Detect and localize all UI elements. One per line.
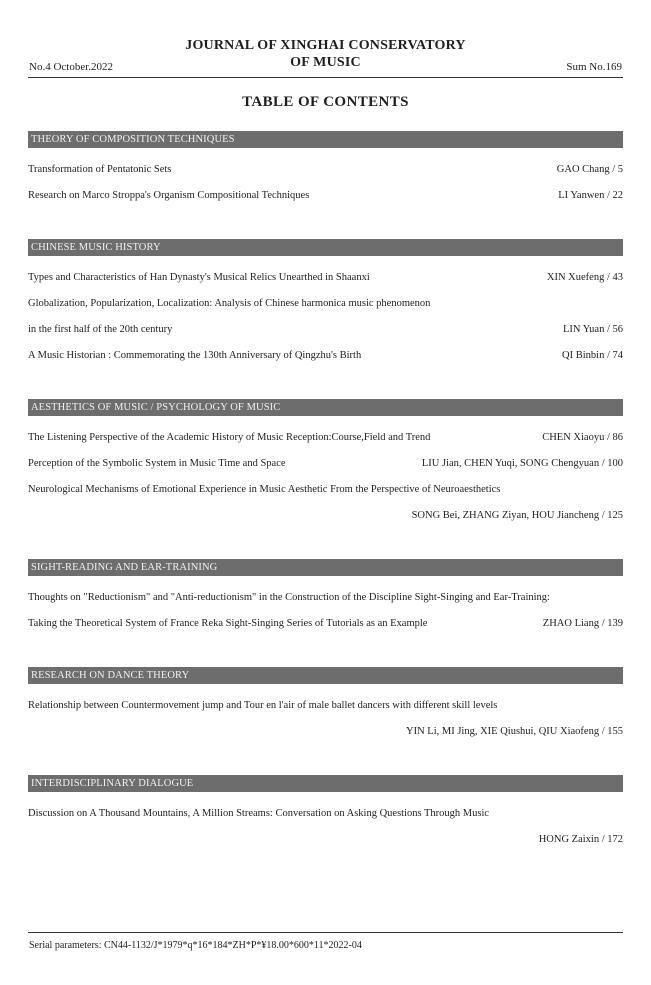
entry-title: Neurological Mechanisms of Emotional Experience in Music Aesthetic From the Perspective of Neuroaesthetics bbox=[28, 484, 501, 495]
toc-entry[interactable] bbox=[28, 321, 623, 338]
toc-entry[interactable] bbox=[28, 455, 623, 472]
toc-section bbox=[28, 775, 623, 848]
entry-author-page: LIN Yuan / 56 bbox=[563, 324, 623, 335]
section-heading: INTERDISCIPLINARY DIALOGUE bbox=[28, 775, 623, 792]
entry-title: A Music Historian : Commemorating the 130th Anniversary of Qingzhu's Birth bbox=[28, 350, 362, 361]
entry-title: in the first half of the 20th century bbox=[28, 324, 173, 335]
entry-author-page: GAO Chang / 5 bbox=[556, 164, 623, 175]
section-heading: RESEARCH ON DANCE THEORY bbox=[28, 667, 623, 684]
entry-title: Thoughts on "Reductionism" and "Anti-reductionism" in the Construction of the Discipline Sight-Singing and Ear-Training: bbox=[28, 592, 550, 603]
toc-entry[interactable] bbox=[28, 831, 623, 848]
entry-author-page: CHEN Xiaoyu / 86 bbox=[542, 432, 623, 443]
journal-title bbox=[0, 37, 651, 71]
toc-entry[interactable] bbox=[28, 481, 623, 498]
toc-section bbox=[28, 399, 623, 524]
footer-divider bbox=[28, 932, 623, 933]
toc-section bbox=[28, 667, 623, 740]
section-heading: CHINESE MUSIC HISTORY bbox=[28, 239, 623, 256]
toc-entry[interactable] bbox=[28, 347, 623, 364]
journal-title-line2: OF MUSIC bbox=[290, 55, 361, 70]
section-heading: THEORY OF COMPOSITION TECHNIQUES bbox=[28, 131, 623, 148]
entry-title: Taking the Theoretical System of France Reka Sight-Singing Series of Tutorials as an Example bbox=[28, 618, 428, 629]
entry-title: Globalization, Popularization, Localization: Analysis of Chinese harmonica music phenomenon bbox=[28, 298, 431, 309]
section-entries bbox=[28, 684, 623, 740]
toc-entry[interactable] bbox=[28, 269, 623, 286]
entry-author-page: ZHAO Liang / 139 bbox=[542, 618, 623, 629]
toc-entry[interactable] bbox=[28, 161, 623, 178]
toc-entry[interactable] bbox=[28, 295, 623, 312]
toc-entry[interactable] bbox=[28, 429, 623, 446]
entry-title: Types and Characteristics of Han Dynasty's Musical Relics Unearthed in Shaanxi bbox=[28, 272, 370, 283]
toc-entry[interactable] bbox=[28, 723, 623, 740]
section-heading: AESTHETICS OF MUSIC / PSYCHOLOGY OF MUSIC bbox=[28, 399, 623, 416]
toc-entry[interactable] bbox=[28, 507, 623, 524]
toc-section bbox=[28, 239, 623, 364]
section-entries bbox=[28, 576, 623, 632]
toc-entry[interactable] bbox=[28, 697, 623, 714]
entry-title: Perception of the Symbolic System in Music Time and Space bbox=[28, 458, 286, 469]
section-entries bbox=[28, 148, 623, 204]
entry-author-page: QI Binbin / 74 bbox=[562, 350, 623, 361]
section-entries bbox=[28, 792, 623, 848]
entry-title: Relationship between Countermovement jump and Tour en l'air of male ballet dancers with different skill levels bbox=[28, 700, 498, 711]
entry-title: The Listening Perspective of the Academic History of Music Reception:Course,Field and Trend bbox=[28, 432, 431, 443]
serial-parameters: Serial parameters: CN44-1132/J*1979*q*16*184*ZH*P*¥18.00*600*11*2022-04 bbox=[29, 940, 362, 951]
entry-author-page: YIN Li, MI Jing, XIE Qiushui, QIU Xiaofeng / 155 bbox=[406, 726, 623, 737]
entry-title: Discussion on A Thousand Mountains, A Million Streams: Conversation on Asking Questions Through Music bbox=[28, 808, 490, 819]
entry-author-page: SONG Bei, ZHANG Ziyan, HOU Jiancheng / 125 bbox=[411, 510, 623, 521]
toc-entry[interactable] bbox=[28, 187, 623, 204]
entry-title: Research on Marco Stroppa's Organism Compositional Techniques bbox=[28, 190, 310, 201]
section-entries bbox=[28, 256, 623, 364]
sum-number: Sum No.169 bbox=[566, 61, 622, 73]
entry-author-page: XIN Xuefeng / 43 bbox=[546, 272, 623, 283]
toc-entry[interactable] bbox=[28, 589, 623, 606]
entry-author-page: LI Yanwen / 22 bbox=[558, 190, 623, 201]
toc-sections bbox=[28, 131, 623, 857]
journal-title-line1: JOURNAL OF XINGHAI CONSERVATORY bbox=[185, 38, 466, 53]
header-divider bbox=[28, 77, 623, 78]
entry-author-page: HONG Zaixin / 172 bbox=[538, 834, 623, 845]
toc-entry[interactable] bbox=[28, 615, 623, 632]
section-entries bbox=[28, 416, 623, 524]
toc-section bbox=[28, 131, 623, 204]
issue-info: No.4 October.2022 bbox=[29, 61, 114, 73]
page-title: TABLE OF CONTENTS bbox=[242, 94, 409, 110]
toc-entry[interactable] bbox=[28, 805, 623, 822]
entry-title: Transformation of Pentatonic Sets bbox=[28, 164, 172, 175]
section-heading: SIGHT-READING AND EAR-TRAINING bbox=[28, 559, 623, 576]
toc-section bbox=[28, 559, 623, 632]
entry-author-page: LIU Jian, CHEN Yuqi, SONG Chengyuan / 100 bbox=[421, 458, 623, 469]
